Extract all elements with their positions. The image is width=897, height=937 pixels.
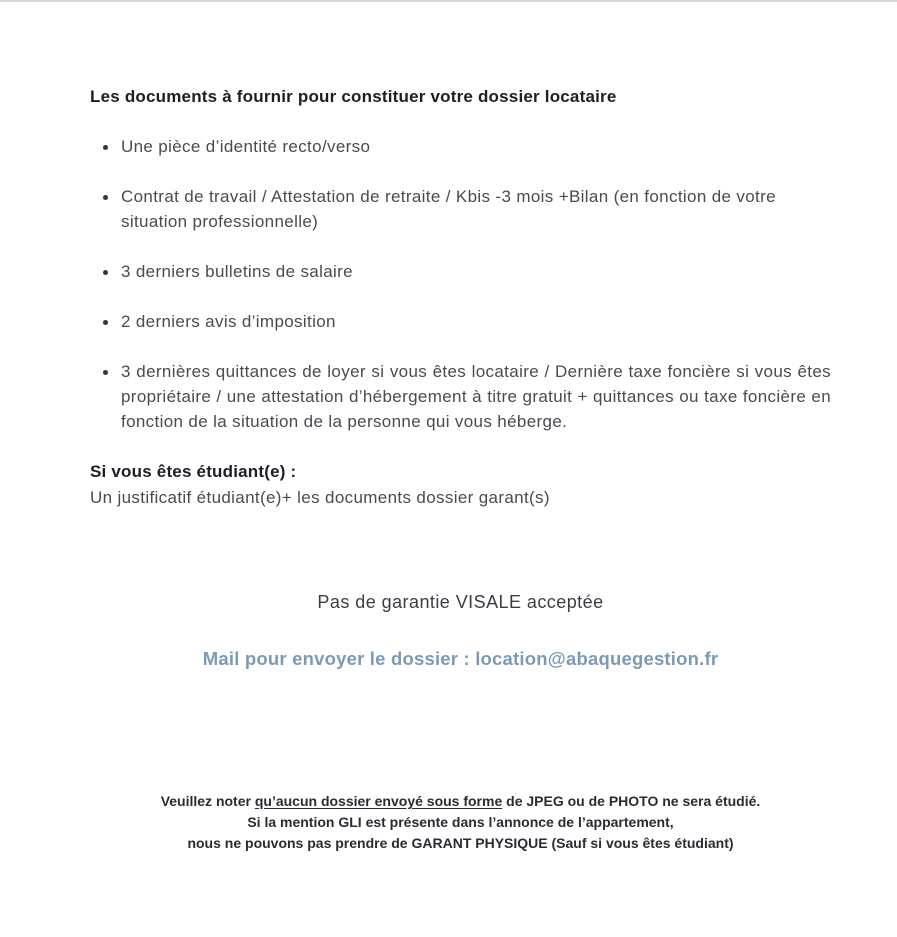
footer-line-3: nous ne pouvons pas prendre de GARANT PHYSIQUE (Sauf si vous êtes étudiant) — [187, 835, 734, 851]
footer-line1-suffix: de JPEG ou de PHOTO ne sera étudié. — [502, 793, 761, 809]
student-section-title: Si vous êtes étudiant(e) : — [90, 462, 297, 481]
visale-note: Pas de garantie VISALE acceptée — [317, 592, 604, 612]
list-item-text: Une pièce d’identité recto/verso — [121, 137, 371, 156]
list-item-text: 2 derniers avis d’imposition — [121, 312, 336, 331]
footer-line1-underlined: qu’aucun dossier envoyé sous forme — [254, 793, 503, 809]
list-item-rent-receipts — [90, 359, 831, 434]
footer-line1-prefix: Veuillez noter — [160, 793, 255, 809]
bullet-icon — [103, 145, 108, 150]
mail-instruction: Mail pour envoyer le dossier : location@abaquegestion.fr — [202, 648, 719, 669]
bullet-icon — [103, 320, 108, 325]
list-item-payslips — [90, 259, 831, 284]
footer-line-2: Si la mention GLI est présente dans l’annonce de l’appartement, — [247, 814, 674, 830]
list-item-text: 3 dernières quittances de loyer si vous êtes locataire / Dernière taxe foncière si vous êtes propriétaire / une attestation d’hébergement à titre gratuit + quittances ou taxe foncière en fonction de la situation de la personne qui vous héberge. — [121, 362, 831, 431]
list-item-tax-notices — [90, 309, 831, 334]
bullet-icon — [103, 195, 108, 200]
bullet-icon — [103, 370, 108, 375]
bullet-icon — [103, 270, 108, 275]
page-title: Les documents à fournir pour constituer votre dossier locataire — [90, 87, 617, 106]
document-content — [0, 2, 897, 854]
list-item-text: Contrat de travail / Attestation de retraite / Kbis -3 mois +Bilan (en fonction de votre situation professionnelle) — [121, 187, 776, 231]
list-item-identity — [90, 134, 831, 159]
footer-warning — [90, 791, 831, 854]
footer-line-1 — [90, 791, 831, 812]
list-item-work-contract — [90, 184, 831, 234]
required-documents-list — [90, 134, 831, 434]
list-item-text: 3 derniers bulletins de salaire — [121, 262, 353, 281]
student-section — [90, 459, 831, 511]
student-section-text: Un justificatif étudiant(e)+ les documents dossier garant(s) — [90, 488, 550, 507]
